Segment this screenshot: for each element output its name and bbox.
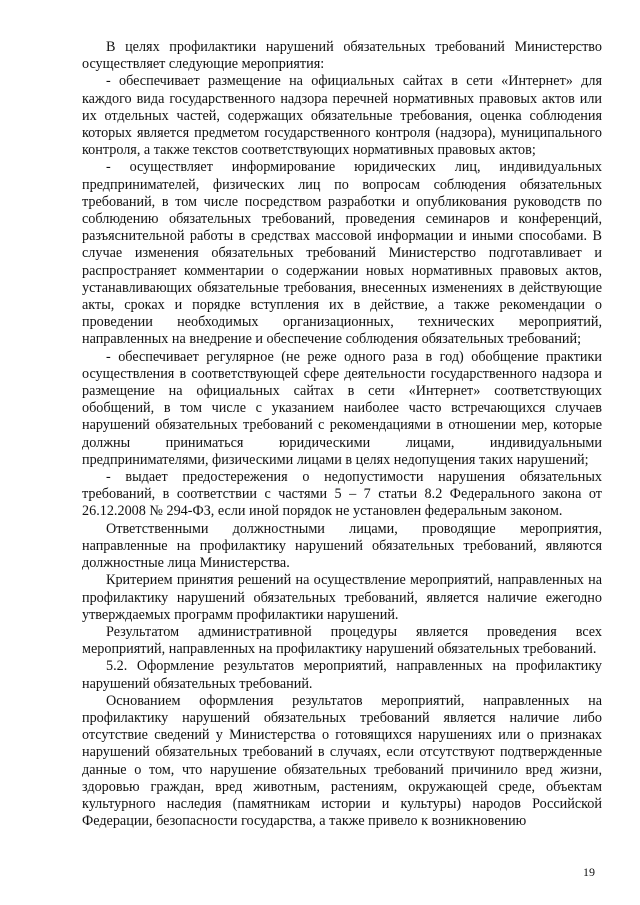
paragraph-item-informing: - осуществляет информирование юридических лиц, индивидуальных предпринимателей, физических лиц по вопросам соблюдения обязательных требований, в том числе посредством разработки и опубликования руководств по соблюдению обязательных требований, проведения семинаров и конференций, разъяснительной работы в средствах массовой информации и иными способами. В случае изменения обязательных требований Министерство подготавливает и распространяет комментарии о содержании новых нормативных правовых актов, устанавливающих обязательные требования, внесенных изменениях в действующие акты, сроках и порядке вступления их в действие, а также рекомендации о проведении необходимых организационных, технических мероприятий, направленных на внедрение и обеспечение соблюдения обязательных требований;	[82, 159, 602, 348]
paragraph-item-warnings: - выдает предостережения о недопустимости нарушения обязательных требований, в соответствии с частями 5 – 7 статьи 8.2 Федерального закона от 26.12.2008 № 294-ФЗ, если иной порядок не установлен федеральным законом.	[82, 469, 602, 520]
paragraph-grounds: Основанием оформления результатов мероприятий, направленных на профилактику нарушений обязательных требований является наличие либо отсутствие сведений у Министерства о готовящихся нарушениях или о признаках нарушений обязательных требований в случаях, если отсутствуют подтвержденные данные о том, что нарушение обязательных требований причинило вред жизни, здоровью граждан, вред животным, растениям, окружающей среде, объектам культурного наследия (памятникам истории и культуры) народов Российской Федерации, безопасности государства, а также привело к возникновению	[82, 692, 602, 830]
document-body	[82, 39, 602, 830]
page-number: 19	[583, 865, 595, 879]
section-heading-5-2: 5.2. Оформление результатов мероприятий, направленных на профилактику нарушений обязательных требований.	[82, 658, 602, 692]
paragraph-item-generalization: - обеспечивает регулярное (не реже одного раза в год) обобщение практики осуществления в соответствующей сфере деятельности государственного надзора и размещение на официальных сайтах в сети «Интернет» соответствующих обобщений, в том числе с указанием наиболее часто встречающихся случаев нарушений обязательных требований с рекомендациями в отношении мер, которые должны приниматься юридическими лицами, индивидуальными предпринимателями, физическими лицами в целях недопущения таких нарушений;	[82, 348, 602, 468]
paragraph-result: Результатом административной процедуры является проведения всех мероприятий, направленных на профилактику нарушений обязательных требований.	[82, 623, 602, 658]
paragraph-responsible-officials: Ответственными должностными лицами, проводящие мероприятия, направленные на профилактику нарушений обязательных требований, являются должностные лица Министерства.	[82, 520, 602, 572]
paragraph-decision-criterion: Критерием принятия решений на осуществление мероприятий, направленных на профилактику нарушений обязательных требований, является наличие ежегодно утверждаемых программ профилактики нарушений.	[82, 572, 602, 623]
paragraph-intro: В целях профилактики нарушений обязательных требований Министерство осуществляет следующие мероприятия:	[82, 39, 602, 73]
paragraph-item-publication: - обеспечивает размещение на официальных сайтах в сети «Интернет» для каждого вида государственного надзора перечней нормативных правовых актов или их отдельных частей, содержащих обязательные требования, оценка соблюдения которых является предметом государственного контроля (надзора), муниципального контроля, а также текстов соответствующих нормативных правовых актов;	[82, 73, 602, 159]
